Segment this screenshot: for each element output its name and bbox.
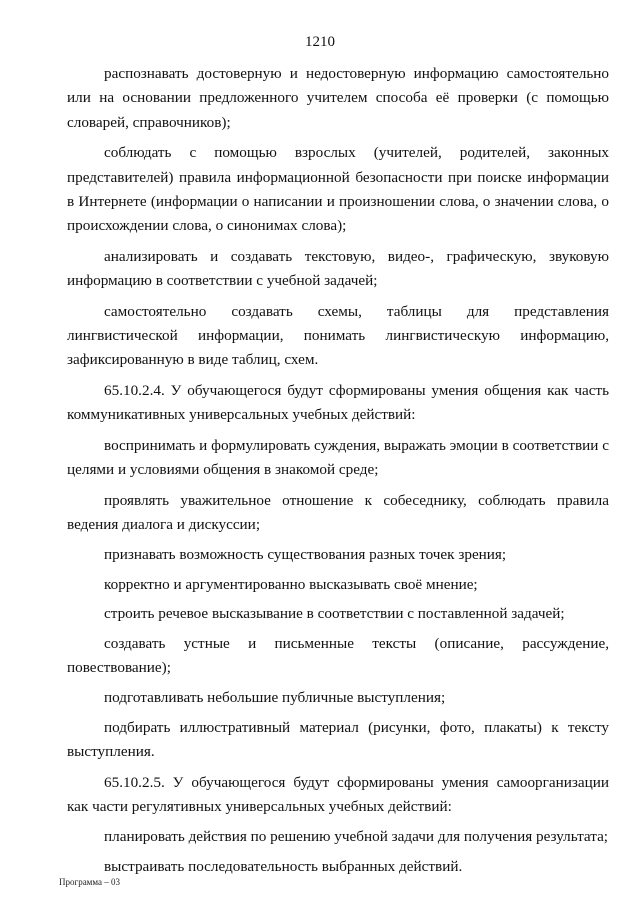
paragraph: признавать возможность существования разных точек зрения; [104, 546, 507, 564]
paragraph: распознавать достоверную и недостоверную информацию самостоятельно или на основании предложенного учителем способа её проверки (с помощью словарей, справочников); [67, 65, 609, 131]
paragraph: создавать устные и письменные тексты (описание, рассуждение, повествование); [67, 634, 609, 676]
section-heading-paragraph: 65.10.2.5. У обучающегося будут сформированы умения самоорганизации как части регулятивных универсальных учебных действий: [67, 773, 609, 815]
paragraph: воспринимать и формулировать суждения, выражать эмоции в соответствии с целями и условиями общения в знакомой среде; [67, 436, 609, 479]
paragraph: самостоятельно создавать схемы, таблицы для представления лингвистической информации, понимать лингвистическую информацию, зафиксированную в виде таблиц, схем. [67, 302, 609, 369]
paragraph: проявлять уважительное отношение к собеседнику, соблюдать правила ведения диалога и дискуссии; [67, 491, 609, 533]
footer-label: Программа – 03 [59, 877, 121, 887]
paragraph: строить речевое высказывание в соответствии с поставленной задачей; [104, 605, 565, 623]
paragraph: подбирать иллюстративный материал (рисунки, фото, плакаты) к тексту выступления. [67, 718, 609, 761]
paragraph: выстраивать последовательность выбранных действий. [104, 857, 463, 875]
page-number: 1210 [305, 34, 335, 50]
paragraph: планировать действия по решению учебной задачи для получения результата; [104, 828, 609, 846]
paragraph: соблюдать с помощью взрослых (учителей, родителей, законных представителей) правила информационной безопасности при поиске информации в Интернете (информации о написании и произношении слова, о значении слова, о происхождении слова, о синонимах слова); [67, 144, 609, 235]
paragraph: анализировать и создавать текстовую, видео-, графическую, звуковую информацию в соответствии с учебной задачей; [67, 247, 609, 290]
paragraph: корректно и аргументированно высказывать своё мнение; [104, 575, 478, 593]
section-heading-paragraph: 65.10.2.4. У обучающегося будут сформированы умения общения как часть коммуникативных универсальных учебных действий: [67, 381, 609, 424]
paragraph: подготавливать небольшие публичные выступления; [104, 689, 446, 707]
page-body [67, 62, 609, 884]
